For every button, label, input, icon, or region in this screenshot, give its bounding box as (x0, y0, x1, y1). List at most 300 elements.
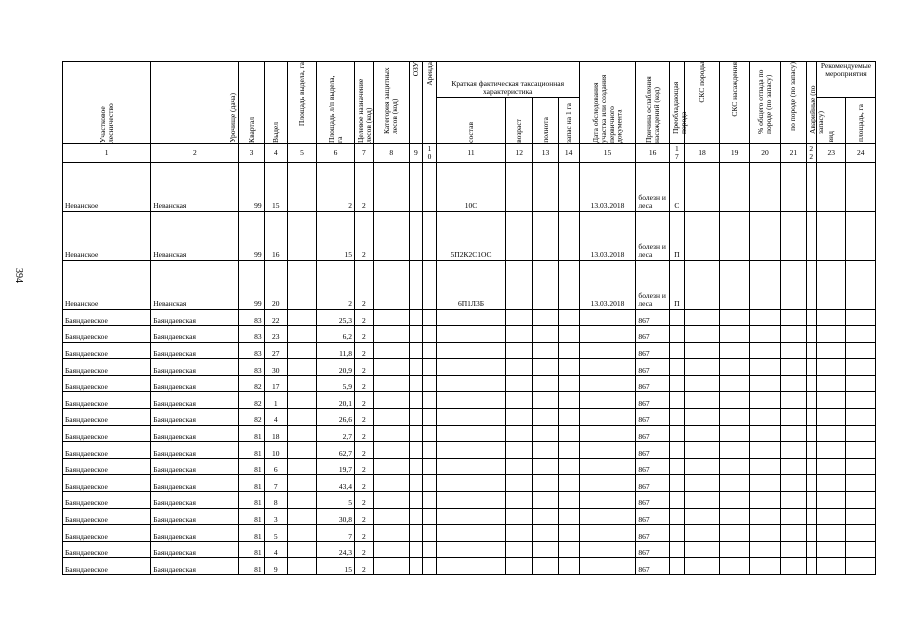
table-cell: Неванское (63, 162, 151, 211)
table-cell: 22 (264, 309, 287, 326)
table-cell: 2 (354, 492, 373, 509)
column-number: 9 (409, 143, 423, 162)
table-cell (506, 162, 533, 211)
table-row (63, 162, 876, 211)
table-cell (506, 442, 533, 459)
table-cell (806, 375, 817, 392)
table-cell: Неванская (151, 260, 239, 309)
table-cell (287, 425, 316, 442)
table-cell (373, 525, 409, 542)
table-cell (533, 260, 558, 309)
table-cell (409, 492, 423, 509)
table-cell (806, 342, 817, 359)
table-cell (817, 342, 846, 359)
table-cell (533, 492, 558, 509)
table-cell (373, 309, 409, 326)
table-cell (806, 541, 817, 558)
table-cell (846, 392, 876, 409)
table-cell (806, 558, 817, 575)
table-cell (806, 409, 817, 426)
table-cell (684, 409, 720, 426)
table-cell (533, 162, 558, 211)
table-cell (846, 211, 876, 260)
table-cell: 867 (636, 359, 670, 376)
table-cell (287, 508, 316, 525)
header-purpose: Целевое назначение лесов (код) (354, 62, 373, 144)
table-cell (533, 475, 558, 492)
table-cell: П (669, 260, 684, 309)
table-row (63, 558, 876, 575)
table-cell (579, 442, 636, 459)
table-cell: 15 (264, 162, 287, 211)
table-cell (846, 541, 876, 558)
table-cell (558, 558, 579, 575)
table-cell: 867 (636, 425, 670, 442)
table-cell (409, 425, 423, 442)
table-body (63, 162, 876, 575)
table-cell: 11,8 (317, 342, 355, 359)
table-cell: 867 (636, 558, 670, 575)
column-number: 12 (506, 143, 533, 162)
table-cell: 2 (354, 326, 373, 343)
table-cell (579, 342, 636, 359)
table-cell: 17 (264, 375, 287, 392)
table-cell: Баяндаевское (63, 525, 151, 542)
table-cell: Баяндаевское (63, 541, 151, 558)
table-cell (684, 342, 720, 359)
table-cell (846, 475, 876, 492)
table-row (63, 442, 876, 459)
table-cell (817, 260, 846, 309)
table-cell (817, 525, 846, 542)
table-cell: Баяндаевская (151, 326, 239, 343)
header-fallout-by-species: по породе (по запасу) (781, 62, 806, 144)
table-cell (558, 260, 579, 309)
column-number: 5 (287, 143, 316, 162)
table-cell (720, 326, 749, 343)
table-cell (846, 342, 876, 359)
table-cell (846, 326, 876, 343)
header-weakening-cause: Причина ослабления насаждений (код) (636, 62, 670, 144)
table-cell (817, 359, 846, 376)
table-cell (846, 409, 876, 426)
table-row (63, 392, 876, 409)
header-section-area: Площадь выдела, га (287, 62, 316, 144)
table-cell: Баяндаевская (151, 458, 239, 475)
table-cell (533, 309, 558, 326)
table-cell: 867 (636, 409, 670, 426)
table-cell (720, 475, 749, 492)
table-cell (409, 375, 423, 392)
table-cell (749, 211, 781, 260)
table-row (63, 458, 876, 475)
table-row (63, 492, 876, 509)
table-cell: 867 (636, 309, 670, 326)
table-cell: 2 (354, 392, 373, 409)
table-cell (423, 162, 437, 211)
table-cell (684, 392, 720, 409)
column-number: 1 (63, 143, 151, 162)
table-cell: 83 (239, 309, 264, 326)
column-number: 11 (436, 143, 505, 162)
table-row (63, 359, 876, 376)
table-row (63, 409, 876, 426)
table-cell (373, 425, 409, 442)
table-cell: 867 (636, 392, 670, 409)
column-number: 18 (684, 143, 720, 162)
header-recommended-group: Рекомендуемые мероприятия (817, 62, 876, 98)
table-cell: 6П1Л3Б (436, 260, 505, 309)
table-cell: Баяндаевское (63, 558, 151, 575)
table-cell (506, 326, 533, 343)
table-cell (423, 392, 437, 409)
table-cell (749, 359, 781, 376)
column-number-row (63, 143, 876, 162)
table-cell (373, 375, 409, 392)
header-total-fallout: % общего отпада по породе (по запасу) (749, 62, 781, 144)
table-cell (558, 375, 579, 392)
table-cell (720, 375, 749, 392)
table-cell (506, 375, 533, 392)
table-cell (579, 392, 636, 409)
table-cell: 867 (636, 326, 670, 343)
table-cell (506, 492, 533, 509)
table-cell: Баяндаевское (63, 375, 151, 392)
header-density: полнота (533, 97, 558, 143)
table-cell (720, 409, 749, 426)
table-row (63, 375, 876, 392)
table-cell (373, 458, 409, 475)
table-cell (423, 342, 437, 359)
table-cell: 867 (636, 508, 670, 525)
table-cell: 24,3 (317, 541, 355, 558)
table-cell (287, 475, 316, 492)
table-cell: 13.03.2018 (579, 211, 636, 260)
table-cell: 13.03.2018 (579, 162, 636, 211)
table-cell (720, 541, 749, 558)
table-cell: 30,8 (317, 508, 355, 525)
table-cell (287, 375, 316, 392)
table-cell (436, 458, 505, 475)
table-cell: Баяндаевское (63, 492, 151, 509)
table-cell (806, 211, 817, 260)
table-cell: 4 (264, 409, 287, 426)
table-cell (558, 492, 579, 509)
table-cell (781, 558, 806, 575)
header-species-sks: СКС породы (684, 62, 720, 144)
table-cell (558, 409, 579, 426)
table-cell (579, 425, 636, 442)
table-cell: 82 (239, 409, 264, 426)
table-cell: 99 (239, 211, 264, 260)
table-cell: Неванская (151, 211, 239, 260)
table-cell: 867 (636, 541, 670, 558)
table-cell (806, 260, 817, 309)
table-cell (781, 309, 806, 326)
table-cell (558, 309, 579, 326)
table-cell (669, 309, 684, 326)
table-cell: Баяндаевская (151, 425, 239, 442)
table-cell (720, 508, 749, 525)
table-cell (684, 326, 720, 343)
header-tract: Урочище (дача) (151, 62, 239, 144)
table-cell: 2 (354, 442, 373, 459)
table-cell (373, 475, 409, 492)
column-number: 16 (636, 143, 670, 162)
table-cell (373, 492, 409, 509)
table-cell (506, 475, 533, 492)
table-cell: 2 (354, 211, 373, 260)
table-cell (749, 326, 781, 343)
table-cell: 10 (264, 442, 287, 459)
table-cell (409, 326, 423, 343)
table-cell (579, 326, 636, 343)
table-cell (287, 392, 316, 409)
table-cell (684, 162, 720, 211)
table-cell: Баяндаевское (63, 409, 151, 426)
header-lp-area: Площадь л/п выдела, га (317, 62, 355, 144)
table-cell (720, 211, 749, 260)
table-cell (817, 409, 846, 426)
table-cell (806, 458, 817, 475)
table-cell (781, 342, 806, 359)
table-cell (720, 525, 749, 542)
table-cell (373, 508, 409, 525)
table-cell: 83 (239, 326, 264, 343)
table-cell: 81 (239, 525, 264, 542)
table-cell (409, 458, 423, 475)
header-measure-type: вид (817, 97, 846, 143)
table-cell (423, 409, 437, 426)
table-cell: Баяндаевское (63, 392, 151, 409)
table-cell (558, 425, 579, 442)
column-number: 24 (846, 143, 876, 162)
table-cell (558, 458, 579, 475)
table-cell (684, 458, 720, 475)
table-cell (684, 492, 720, 509)
table-cell: 2 (354, 508, 373, 525)
table-cell: 2 (354, 541, 373, 558)
table-cell (436, 541, 505, 558)
table-cell: 867 (636, 375, 670, 392)
table-cell: Баяндаевская (151, 309, 239, 326)
table-cell (749, 508, 781, 525)
table-cell: 27 (264, 342, 287, 359)
table-cell (817, 558, 846, 575)
table-cell: 15 (317, 558, 355, 575)
table-cell: Баяндаевская (151, 342, 239, 359)
table-cell (781, 326, 806, 343)
table-cell (287, 409, 316, 426)
table-cell: Баяндаевская (151, 558, 239, 575)
table-cell (817, 508, 846, 525)
table-cell: 2 (354, 525, 373, 542)
table-cell (436, 492, 505, 509)
table-cell: 3 (264, 508, 287, 525)
table-cell: 23 (264, 326, 287, 343)
table-cell (846, 162, 876, 211)
table-cell (806, 475, 817, 492)
table-cell (669, 525, 684, 542)
table-cell (749, 162, 781, 211)
table-cell (749, 309, 781, 326)
table-cell (436, 342, 505, 359)
table-cell: 83 (239, 359, 264, 376)
table-cell (436, 558, 505, 575)
table-cell (423, 475, 437, 492)
forest-inventory-table (62, 61, 876, 575)
table-cell: 82 (239, 375, 264, 392)
table-cell (579, 309, 636, 326)
table-cell (846, 442, 876, 459)
column-number: 2 2 (806, 143, 817, 162)
table-cell: 62,7 (317, 442, 355, 459)
table-cell (817, 442, 846, 459)
table-cell (558, 392, 579, 409)
table-cell (720, 309, 749, 326)
table-cell (720, 425, 749, 442)
table-cell: 6 (264, 458, 287, 475)
table-cell (533, 359, 558, 376)
table-cell: 1 (264, 392, 287, 409)
table-cell (506, 342, 533, 359)
table-cell (806, 508, 817, 525)
table-cell (506, 392, 533, 409)
table-cell: 2 (354, 359, 373, 376)
table-cell (423, 326, 437, 343)
table-cell: 20,9 (317, 359, 355, 376)
page-number: 394 (13, 268, 24, 283)
header-dominant-species: Преобладающая порода (669, 62, 684, 144)
table-row (63, 525, 876, 542)
table-cell: 7 (317, 525, 355, 542)
table-cell (423, 541, 437, 558)
table-cell: 4 (264, 541, 287, 558)
table-cell (720, 260, 749, 309)
table-cell: 2 (354, 558, 373, 575)
table-cell (579, 558, 636, 575)
table-cell (720, 162, 749, 211)
table-cell (669, 458, 684, 475)
table-cell (287, 260, 316, 309)
table-cell: 20 (264, 260, 287, 309)
table-cell (684, 442, 720, 459)
table-cell: 2 (317, 162, 355, 211)
table-cell (579, 492, 636, 509)
table-cell (669, 541, 684, 558)
table-cell (669, 359, 684, 376)
table-cell: Баяндаевская (151, 442, 239, 459)
table-cell: Неванское (63, 211, 151, 260)
table-cell (533, 211, 558, 260)
table-cell (533, 409, 558, 426)
table-cell: Баяндаевское (63, 342, 151, 359)
column-number: 19 (720, 143, 749, 162)
table-cell: 867 (636, 525, 670, 542)
table-cell (846, 425, 876, 442)
table-cell (287, 342, 316, 359)
table-row (63, 326, 876, 343)
table-row (63, 541, 876, 558)
table-cell (423, 508, 437, 525)
table-cell: 26,6 (317, 409, 355, 426)
table-cell (436, 375, 505, 392)
table-cell (749, 425, 781, 442)
table-cell (781, 508, 806, 525)
table-cell (781, 492, 806, 509)
table-cell (846, 260, 876, 309)
table-cell (373, 260, 409, 309)
table-cell (579, 525, 636, 542)
table-cell (669, 475, 684, 492)
table-cell: 81 (239, 492, 264, 509)
table-cell (409, 359, 423, 376)
column-number: 1 7 (669, 143, 684, 162)
table-cell: Неванская (151, 162, 239, 211)
table-cell (846, 359, 876, 376)
table-cell (684, 359, 720, 376)
table-cell (781, 475, 806, 492)
table-cell: болезн и леса (636, 162, 670, 211)
table-cell (409, 409, 423, 426)
table-cell (669, 492, 684, 509)
table-cell: Баяндаевская (151, 492, 239, 509)
table-cell: Баяндаевское (63, 425, 151, 442)
table-cell (558, 359, 579, 376)
header-forest-district: Участковое лесничество (63, 62, 151, 144)
table-cell (817, 375, 846, 392)
table-cell (436, 359, 505, 376)
table-cell (423, 442, 437, 459)
column-number: 6 (317, 143, 355, 162)
table-cell (506, 211, 533, 260)
table-cell (533, 392, 558, 409)
table-cell (373, 342, 409, 359)
table-cell: 2 (317, 260, 355, 309)
table-cell: Баяндаевское (63, 326, 151, 343)
table-cell (684, 475, 720, 492)
table-cell (749, 409, 781, 426)
table-cell (684, 558, 720, 575)
table-cell (558, 326, 579, 343)
table-cell: 867 (636, 492, 670, 509)
table-cell (817, 326, 846, 343)
table-cell (287, 211, 316, 260)
table-cell: Баяндаевское (63, 309, 151, 326)
table-cell (817, 425, 846, 442)
table-cell: 13.03.2018 (579, 260, 636, 309)
table-cell (846, 508, 876, 525)
table-cell: болезн и леса (636, 211, 670, 260)
table-cell (846, 458, 876, 475)
table-cell: 6,2 (317, 326, 355, 343)
table-cell (409, 392, 423, 409)
table-cell: 2 (354, 309, 373, 326)
table-cell: 81 (239, 425, 264, 442)
table-cell (558, 541, 579, 558)
table-cell (409, 309, 423, 326)
table-cell (846, 558, 876, 575)
table-cell (749, 260, 781, 309)
table-cell (720, 392, 749, 409)
table-cell (684, 309, 720, 326)
table-cell (533, 558, 558, 575)
table-cell (423, 260, 437, 309)
table-cell (558, 211, 579, 260)
table-cell (287, 558, 316, 575)
table-cell (533, 458, 558, 475)
column-number: 4 (264, 143, 287, 162)
